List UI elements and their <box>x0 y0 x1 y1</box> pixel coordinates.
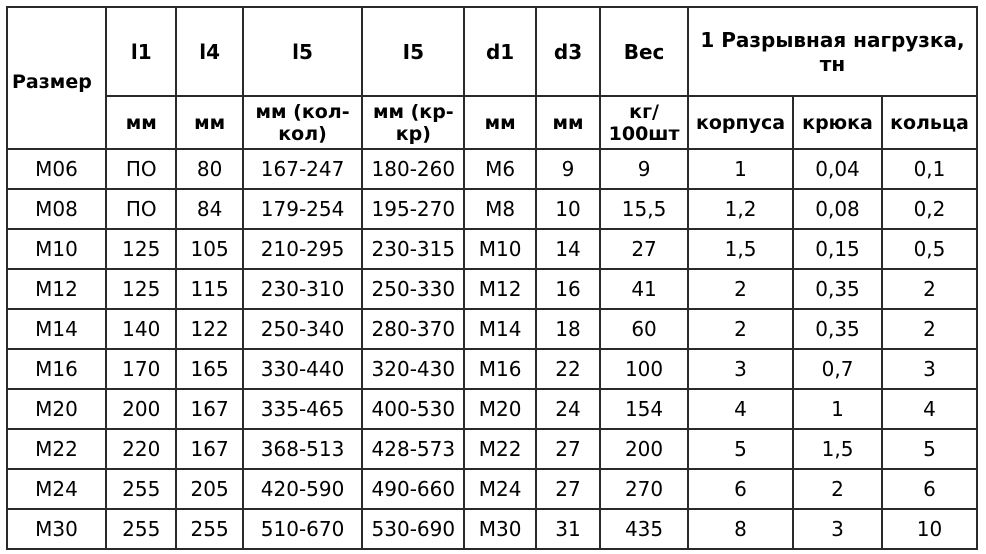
load-body-cell: 3 <box>688 349 793 389</box>
load-hook-cell: 0,15 <box>793 229 882 269</box>
d3-cell: 9 <box>536 149 600 189</box>
load-hook-cell: 3 <box>793 509 882 549</box>
l5-kr-cell: 530-690 <box>362 509 464 549</box>
size-cell: М12 <box>7 269 106 309</box>
l5-kol-cell: 167-247 <box>243 149 362 189</box>
l4-unit: мм <box>176 96 242 149</box>
d1-cell: М16 <box>464 349 535 389</box>
d3-cell: 14 <box>536 229 600 269</box>
size-cell: М30 <box>7 509 106 549</box>
l5-kr-cell: 180-260 <box>362 149 464 189</box>
load-hook-cell: 0,35 <box>793 309 882 349</box>
l5-kol-cell: 250-340 <box>243 309 362 349</box>
d1-cell: М12 <box>464 269 535 309</box>
size-header: Размер <box>7 7 106 149</box>
l1-cell: 125 <box>106 229 176 269</box>
d3-cell: 22 <box>536 349 600 389</box>
d3-cell: 27 <box>536 469 600 509</box>
weight-cell: 435 <box>600 509 688 549</box>
load-body-cell: 2 <box>688 309 793 349</box>
l1-cell: 140 <box>106 309 176 349</box>
l4-cell: 105 <box>176 229 242 269</box>
d1-unit: мм <box>464 96 535 149</box>
l5-kr-cell: 230-315 <box>362 229 464 269</box>
table-row <box>7 429 977 469</box>
d1-cell: М20 <box>464 389 535 429</box>
load-ring-cell: 2 <box>882 269 977 309</box>
d1-cell: М6 <box>464 149 535 189</box>
l5-kr-cell: 195-270 <box>362 189 464 229</box>
l4-cell: 255 <box>176 509 242 549</box>
l4-cell: 167 <box>176 429 242 469</box>
table-row <box>7 269 977 309</box>
l5-kol-unit: мм (кол-кол) <box>243 96 362 149</box>
load-ring-cell: 5 <box>882 429 977 469</box>
load-hook-cell: 2 <box>793 469 882 509</box>
d3-cell: 10 <box>536 189 600 229</box>
l1-cell: ПО <box>106 189 176 229</box>
l5-kol-cell: 420-590 <box>243 469 362 509</box>
size-cell: М24 <box>7 469 106 509</box>
l1-cell: 200 <box>106 389 176 429</box>
weight-cell: 9 <box>600 149 688 189</box>
load-hook-header: крюка <box>793 96 882 149</box>
load-body-cell: 5 <box>688 429 793 469</box>
load-hook-cell: 0,04 <box>793 149 882 189</box>
l5-kol-cell: 335-465 <box>243 389 362 429</box>
specs-table <box>6 6 978 550</box>
size-cell: М22 <box>7 429 106 469</box>
table-row <box>7 189 977 229</box>
d3-cell: 31 <box>536 509 600 549</box>
weight-cell: 100 <box>600 349 688 389</box>
table-row <box>7 229 977 269</box>
l4-cell: 167 <box>176 389 242 429</box>
d3-unit: мм <box>536 96 600 149</box>
l5-kr-cell: 428-573 <box>362 429 464 469</box>
table-row <box>7 389 977 429</box>
weight-cell: 41 <box>600 269 688 309</box>
d3-header: d3 <box>536 7 600 96</box>
l4-cell: 80 <box>176 149 242 189</box>
d1-header: d1 <box>464 7 535 96</box>
size-cell: М06 <box>7 149 106 189</box>
weight-cell: 154 <box>600 389 688 429</box>
size-cell: М20 <box>7 389 106 429</box>
l5-kol-cell: 210-295 <box>243 229 362 269</box>
l4-cell: 205 <box>176 469 242 509</box>
weight-cell: 200 <box>600 429 688 469</box>
load-ring-cell: 4 <box>882 389 977 429</box>
weight-cell: 15,5 <box>600 189 688 229</box>
l4-cell: 165 <box>176 349 242 389</box>
header-row <box>7 7 977 96</box>
l1-cell: 255 <box>106 509 176 549</box>
load-hook-cell: 0,7 <box>793 349 882 389</box>
d1-cell: М24 <box>464 469 535 509</box>
load-body-cell: 1 <box>688 149 793 189</box>
load-body-cell: 1,2 <box>688 189 793 229</box>
d1-cell: М30 <box>464 509 535 549</box>
l1-header: l1 <box>106 7 176 96</box>
d1-cell: М14 <box>464 309 535 349</box>
load-ring-cell: 10 <box>882 509 977 549</box>
l5-kr-cell: 400-530 <box>362 389 464 429</box>
size-cell: М16 <box>7 349 106 389</box>
weight-cell: 27 <box>600 229 688 269</box>
l5-kr-cell: 490-660 <box>362 469 464 509</box>
l5-kol-cell: 179-254 <box>243 189 362 229</box>
l4-cell: 84 <box>176 189 242 229</box>
l5-kr-cell: 320-430 <box>362 349 464 389</box>
l5-kol-cell: 330-440 <box>243 349 362 389</box>
table-row <box>7 149 977 189</box>
l4-cell: 115 <box>176 269 242 309</box>
d3-cell: 27 <box>536 429 600 469</box>
load-ring-cell: 0,2 <box>882 189 977 229</box>
l5-kr-unit: мм (кр-кр) <box>362 96 464 149</box>
table-row <box>7 309 977 349</box>
weight-cell: 270 <box>600 469 688 509</box>
l1-cell: 125 <box>106 269 176 309</box>
load-hook-cell: 0,35 <box>793 269 882 309</box>
l5-kol-cell: 510-670 <box>243 509 362 549</box>
breaking-load-header: 1 Разрывная нагрузка, тн <box>688 7 977 96</box>
l1-cell: ПО <box>106 149 176 189</box>
size-cell: М10 <box>7 229 106 269</box>
table-row <box>7 469 977 509</box>
l5-kr-cell: 250-330 <box>362 269 464 309</box>
l5-kr-cell: 280-370 <box>362 309 464 349</box>
l1-cell: 170 <box>106 349 176 389</box>
load-hook-cell: 0,08 <box>793 189 882 229</box>
load-ring-cell: 3 <box>882 349 977 389</box>
load-ring-header: кольца <box>882 96 977 149</box>
load-body-cell: 1,5 <box>688 229 793 269</box>
table-row <box>7 349 977 389</box>
l4-header: l4 <box>176 7 242 96</box>
d1-cell: М8 <box>464 189 535 229</box>
load-ring-cell: 0,1 <box>882 149 977 189</box>
l5-kol-cell: 230-310 <box>243 269 362 309</box>
l1-cell: 220 <box>106 429 176 469</box>
weight-cell: 60 <box>600 309 688 349</box>
load-body-header: корпуса <box>688 96 793 149</box>
size-cell: М08 <box>7 189 106 229</box>
load-hook-cell: 1 <box>793 389 882 429</box>
l1-unit: мм <box>106 96 176 149</box>
l1-cell: 255 <box>106 469 176 509</box>
load-ring-cell: 2 <box>882 309 977 349</box>
size-cell: М14 <box>7 309 106 349</box>
d3-cell: 18 <box>536 309 600 349</box>
d1-cell: М22 <box>464 429 535 469</box>
d1-cell: М10 <box>464 229 535 269</box>
d3-cell: 16 <box>536 269 600 309</box>
load-ring-cell: 0,5 <box>882 229 977 269</box>
load-body-cell: 2 <box>688 269 793 309</box>
load-body-cell: 6 <box>688 469 793 509</box>
table-row <box>7 509 977 549</box>
table-body <box>7 149 977 549</box>
l5-kol-cell: 368-513 <box>243 429 362 469</box>
load-body-cell: 4 <box>688 389 793 429</box>
units-row <box>7 96 977 149</box>
load-hook-cell: 1,5 <box>793 429 882 469</box>
weight-header: Вес <box>600 7 688 96</box>
l5-kol-header: l5 <box>243 7 362 96</box>
d3-cell: 24 <box>536 389 600 429</box>
l4-cell: 122 <box>176 309 242 349</box>
load-ring-cell: 6 <box>882 469 977 509</box>
weight-unit: кг/ 100шт <box>600 96 688 149</box>
l5-kr-header: I5 <box>362 7 464 96</box>
load-body-cell: 8 <box>688 509 793 549</box>
